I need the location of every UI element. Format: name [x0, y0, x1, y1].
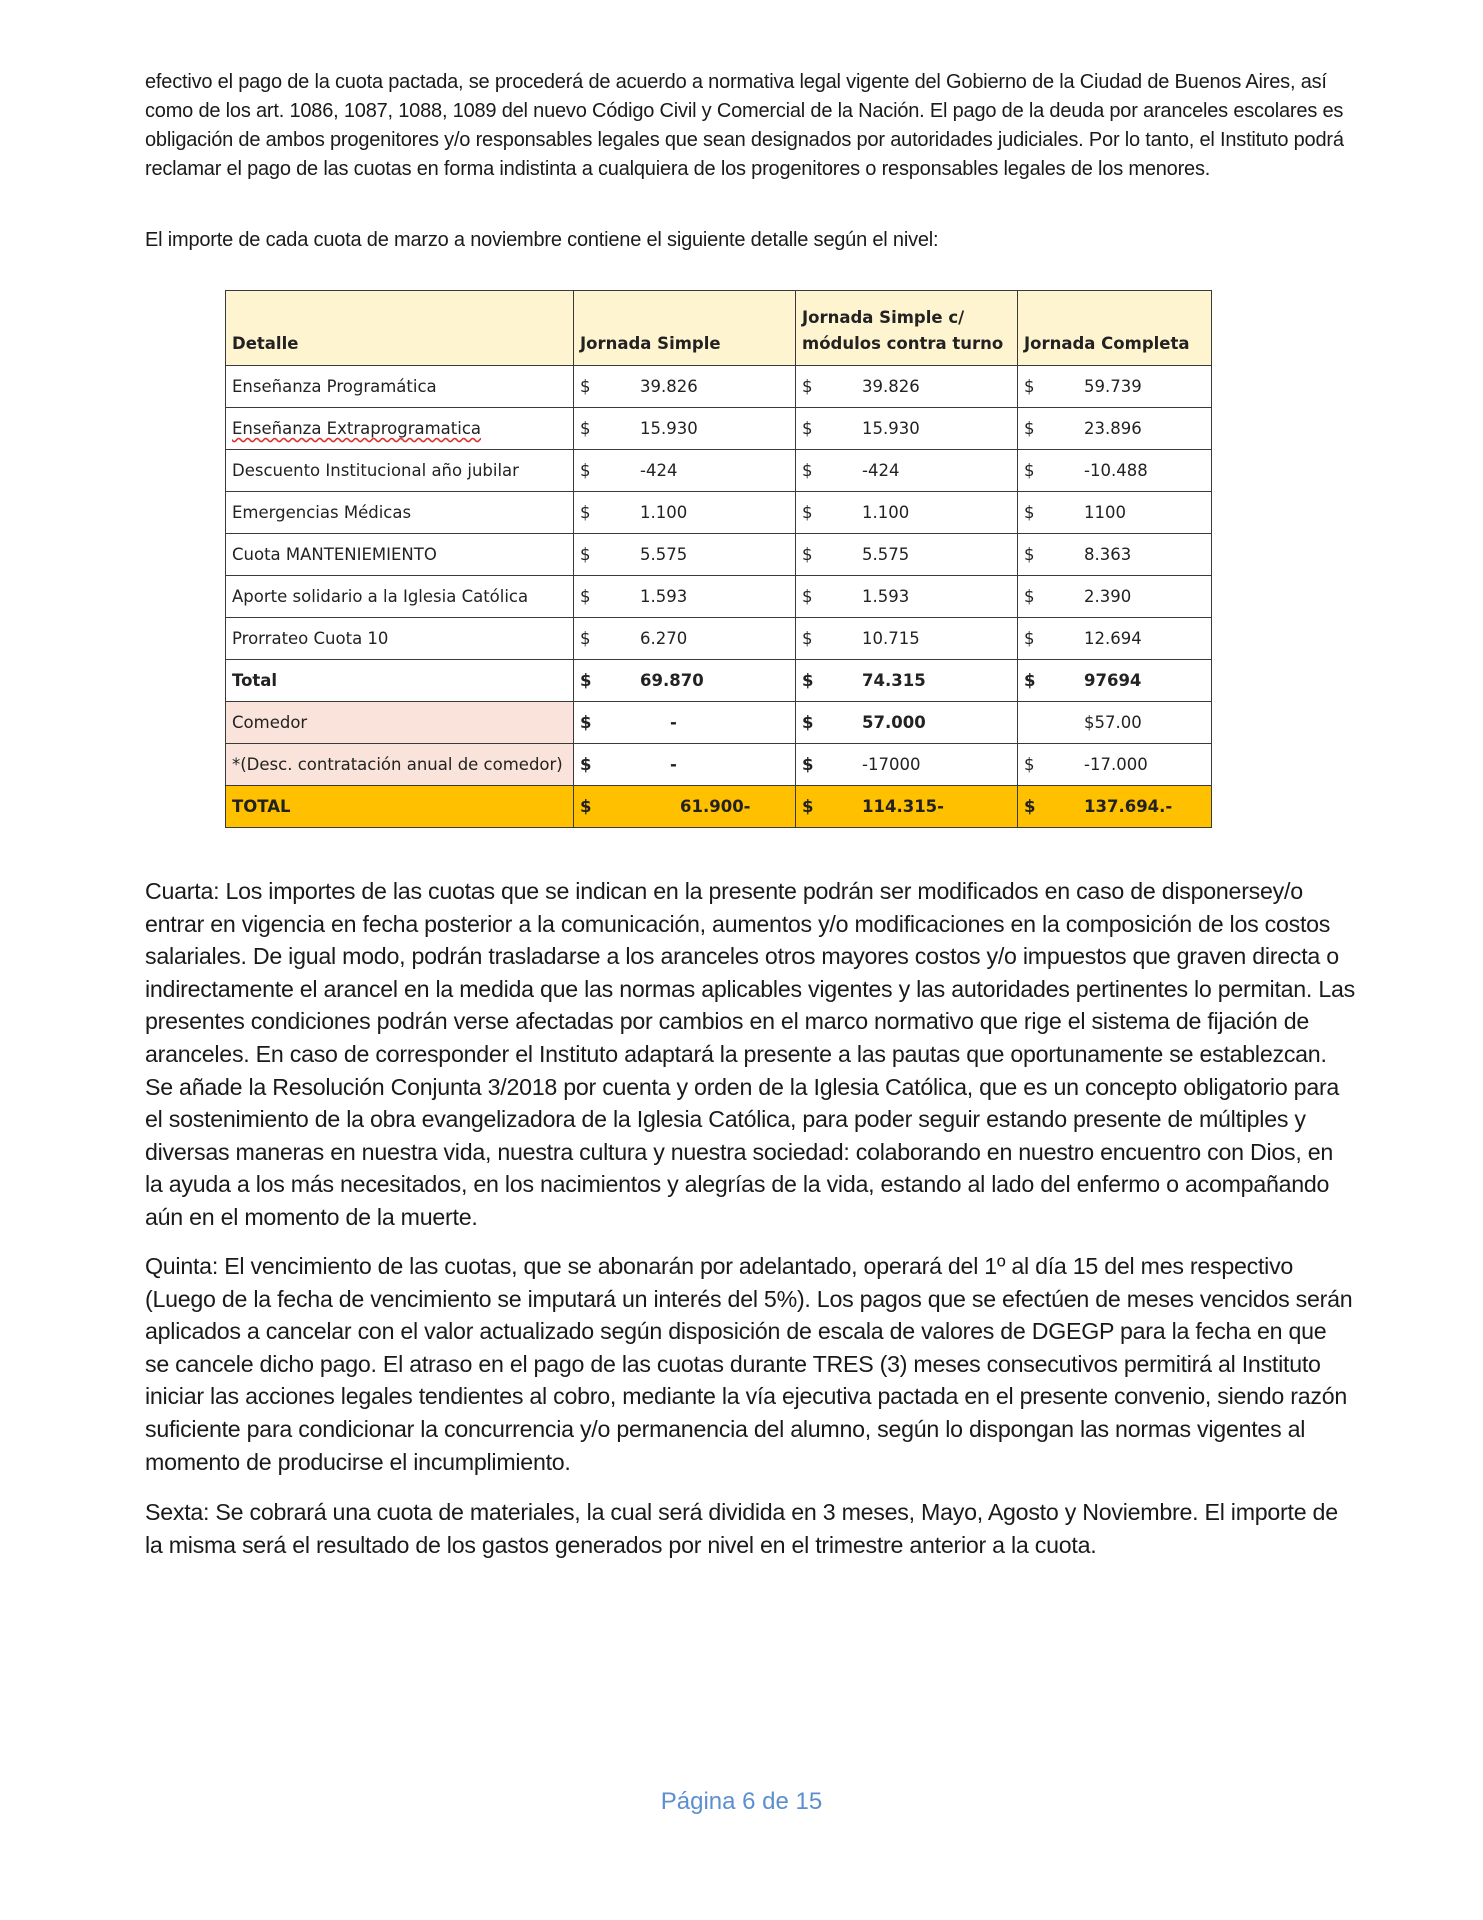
- header-jornada-simple-modulos-line2: módulos contra turno: [802, 334, 1004, 353]
- cell-jornada-simple-modulos: [796, 618, 1018, 660]
- cell-jornada-completa: [1018, 744, 1212, 786]
- cell-jornada-simple-modulos: [796, 492, 1018, 534]
- cell-value: 1100: [1084, 503, 1126, 522]
- cell-value: -17.000: [1084, 755, 1148, 774]
- currency-symbol: $: [802, 671, 814, 690]
- paragraph-quinta: Quinta: El vencimiento de las cuotas, que se abonarán por adelantado, operará del 1º al día 15 del mes respectivo (Luego de la fecha de vencimiento se imputará un interés del 5%). Los pagos que se efectúen de meses vencidos serán aplicados a cancelar con el valor actualizado según disposición de escala de valores de DGEGP para la fecha en que se cancele dicho pago. El atraso en el pago de las cuotas durante TRES (3) meses consecutivos permitirá al Instituto iniciar las acciones legales tendientes al cobro, mediante la vía ejecutiva pactada en el presente convenio, siendo razón suficiente para condicionar la concurrencia y/o permanencia del alumno, según lo dispongan las normas vigentes al momento de producirse el incumplimiento.: [145, 1253, 1353, 1475]
- cell-value: -17000: [862, 755, 921, 774]
- table-row: [226, 450, 1212, 492]
- cell-value: 1.593: [640, 587, 688, 606]
- header-jornada-simple-modulos: [796, 291, 1018, 366]
- currency-symbol: $: [802, 419, 813, 438]
- currency-symbol: $: [802, 755, 814, 774]
- currency-symbol: $: [802, 797, 814, 816]
- cell-jornada-simple: [574, 786, 796, 828]
- table-row: [226, 492, 1212, 534]
- currency-symbol: $: [1024, 419, 1035, 438]
- header-jornada-simple: Jornada Simple: [574, 291, 796, 366]
- row-label: Total: [226, 660, 574, 702]
- cell-value: 39.826: [640, 377, 698, 396]
- paragraph-intro: efectivo el pago de la cuota pactada, se procederá de acuerdo a normativa legal vigente del Gobierno de la Ciudad de Buenos Aires, así como de los art. 1086, 1087, 1088, 1089 del nuevo Código Civil y Comercial de la Nación. El pago de la deuda por aranceles escolares es obligación de ambos progenitores y/o responsables legales que sean designados por autoridades judiciales. Por lo tanto, el Instituto podrá reclamar el pago de las cuotas en forma indistinta a cualquiera de los progenitores o responsables legales de los menores.: [145, 71, 1344, 180]
- table-row-subtotal: [226, 660, 1212, 702]
- cell-jornada-simple-modulos: [796, 450, 1018, 492]
- row-label: [226, 408, 574, 450]
- cell-jornada-simple: [574, 492, 796, 534]
- row-label: TOTAL: [226, 786, 574, 828]
- cell-jornada-simple-modulos: [796, 534, 1018, 576]
- currency-symbol: $: [1024, 377, 1035, 396]
- cell-jornada-simple: [574, 366, 796, 408]
- currency-symbol: $: [1024, 797, 1036, 816]
- currency-symbol: $: [1024, 629, 1035, 648]
- cell-value: -424: [640, 461, 678, 480]
- cell-jornada-simple-modulos: [796, 702, 1018, 744]
- cell-value: 5.575: [640, 545, 688, 564]
- row-label-text: Enseñanza Extraprogramatica: [232, 419, 482, 438]
- currency-symbol: $: [802, 377, 813, 396]
- table-row: [226, 576, 1212, 618]
- cell-value: -: [670, 755, 677, 774]
- cell-value: 15.930: [640, 419, 698, 438]
- currency-symbol: $: [580, 419, 591, 438]
- currency-symbol: $: [580, 797, 592, 816]
- table-row: [226, 408, 1212, 450]
- currency-symbol: $: [580, 629, 591, 648]
- currency-symbol: $: [580, 671, 592, 690]
- cell-jornada-simple: [574, 618, 796, 660]
- table-row-descuento-comedor: [226, 744, 1212, 786]
- cell-value: 61.900-: [680, 797, 751, 816]
- paragraph-cuarta: Cuarta: Los importes de las cuotas que se indican en la presente podrán ser modificados en caso de disponersey/o entrar en vigencia en fecha posterior a la comunicación, aumentos y/o modificaciones en la composición de los costos salariales. De igual modo, podrán trasladarse a los aranceles otros mayores costos y/o impuestos que graven directa o indirectamente el arancel en la medida que las normas aplicables vigentes y las autoridades pertinentes lo permitan. Las presentes condiciones podrán verse afectadas por cambios en el marco normativo que rige el sistema de fijación de aranceles. En caso de corresponder el Instituto adaptará la presente a las pautas que oportunamente se establezcan. Se añade la Resolución Conjunta 3/2018 por cuenta y orden de la Iglesia Católica, que es un concepto obligatorio para el sostenimiento de la obra evangelizadora de la Iglesia Católica, para poder seguir estando presente de múltiples y diversas maneras en nuestra vida, nuestra cultura y nuestra sociedad: colaborando en nuestro encuentro con Dios, en la ayuda a los más necesitados, en los nacimientos y alegrías de la vida, estando al lado del enfermo o acompañando aún en el momento de la muerte.: [145, 878, 1355, 1230]
- currency-symbol: $: [1024, 545, 1035, 564]
- cell-jornada-completa: [1018, 702, 1212, 744]
- currency-symbol: $: [580, 755, 592, 774]
- table-row-grand-total: [226, 786, 1212, 828]
- row-label: Prorrateo Cuota 10: [226, 618, 574, 660]
- cell-value: 97694: [1084, 671, 1142, 690]
- cell-value: 8.363: [1084, 545, 1132, 564]
- table-row: [226, 534, 1212, 576]
- cell-jornada-completa: [1018, 576, 1212, 618]
- cell-jornada-simple: [574, 534, 796, 576]
- cell-value: 10.715: [862, 629, 920, 648]
- cell-value: 59.739: [1084, 377, 1142, 396]
- cell-jornada-completa: [1018, 408, 1212, 450]
- cell-value: 1.593: [862, 587, 910, 606]
- table-row: [226, 618, 1212, 660]
- row-label: *(Desc. contratación anual de comedor): [226, 744, 574, 786]
- cell-value: 23.896: [1084, 419, 1142, 438]
- currency-symbol: $: [580, 587, 591, 606]
- currency-symbol: $: [1024, 671, 1036, 690]
- cell-value: 114.315-: [862, 797, 945, 816]
- currency-symbol: $: [802, 713, 814, 732]
- cell-value: -10.488: [1084, 461, 1148, 480]
- cell-value: -424: [862, 461, 900, 480]
- cell-jornada-simple: [574, 450, 796, 492]
- row-label: Descuento Institucional año jubilar: [226, 450, 574, 492]
- row-label: Cuota MANTENIEMIENTO: [226, 534, 574, 576]
- cell-value: 1.100: [862, 503, 910, 522]
- currency-symbol: $: [802, 503, 813, 522]
- cell-value: 137.694.-: [1084, 797, 1173, 816]
- cell-jornada-completa: [1018, 492, 1212, 534]
- header-detalle: Detalle: [226, 291, 574, 366]
- row-label: Emergencias Médicas: [226, 492, 574, 534]
- table-row-comedor: [226, 702, 1212, 744]
- cell-value: 39.826: [862, 377, 920, 396]
- cell-jornada-simple-modulos: [796, 786, 1018, 828]
- currency-symbol: $: [802, 629, 813, 648]
- cell-jornada-completa: [1018, 450, 1212, 492]
- currency-symbol: $: [580, 503, 591, 522]
- cell-jornada-completa: [1018, 534, 1212, 576]
- row-label: Aporte solidario a la Iglesia Católica: [226, 576, 574, 618]
- cell-jornada-completa: [1018, 660, 1212, 702]
- cell-value: 2.390: [1084, 587, 1132, 606]
- currency-symbol: $: [1024, 461, 1035, 480]
- header-jornada-completa: Jornada Completa: [1018, 291, 1212, 366]
- cell-jornada-simple: [574, 702, 796, 744]
- currency-symbol: $: [1024, 503, 1035, 522]
- cell-jornada-completa: [1018, 786, 1212, 828]
- cell-jornada-completa: [1018, 618, 1212, 660]
- cell-value: 1.100: [640, 503, 688, 522]
- cell-jornada-simple-modulos: [796, 576, 1018, 618]
- currency-symbol: $: [580, 713, 592, 732]
- row-label: Comedor: [226, 702, 574, 744]
- cell-value: 15.930: [862, 419, 920, 438]
- header-jornada-simple-modulos-line1: Jornada Simple c/: [802, 308, 965, 327]
- cell-value: 12.694: [1084, 629, 1142, 648]
- cell-value: 69.870: [640, 671, 704, 690]
- cell-value: 74.315: [862, 671, 926, 690]
- cell-value: -: [670, 713, 677, 732]
- cell-value: 6.270: [640, 629, 688, 648]
- currency-symbol: $: [1024, 755, 1035, 774]
- currency-symbol: $: [580, 545, 591, 564]
- paragraph-sexta: Sexta: Se cobrará una cuota de materiales, la cual será dividida en 3 meses, Mayo, Agosto y Noviembre. El importe de la misma será el resultado de los gastos generados por nivel en el trimestre anterior a la cuota.: [145, 1499, 1338, 1558]
- cell-jornada-simple: [574, 408, 796, 450]
- cell-jornada-simple: [574, 576, 796, 618]
- table-row: [226, 366, 1212, 408]
- cell-value: 5.575: [862, 545, 910, 564]
- cell-jornada-completa: [1018, 366, 1212, 408]
- table-header-row: [226, 291, 1212, 366]
- currency-symbol: $: [580, 461, 591, 480]
- currency-symbol: $: [802, 545, 813, 564]
- row-label: Enseñanza Programática: [226, 366, 574, 408]
- cell-jornada-simple: [574, 660, 796, 702]
- cell-jornada-simple-modulos: [796, 744, 1018, 786]
- currency-symbol: $: [1024, 587, 1035, 606]
- currency-symbol: $: [802, 461, 813, 480]
- cell-jornada-simple-modulos: [796, 660, 1018, 702]
- paragraph-detalle-intro: El importe de cada cuota de marzo a noviembre contiene el siguiente detalle según el nivel:: [145, 229, 939, 251]
- currency-symbol: $: [802, 587, 813, 606]
- cell-jornada-simple-modulos: [796, 408, 1018, 450]
- cell-value: $57.00: [1084, 713, 1142, 732]
- page-number: Página 6 de 15: [660, 1788, 823, 1815]
- cell-jornada-simple-modulos: [796, 366, 1018, 408]
- cell-jornada-simple: [574, 744, 796, 786]
- currency-symbol: $: [580, 377, 591, 396]
- fees-table: [225, 290, 1212, 828]
- cell-value: 57.000: [862, 713, 926, 732]
